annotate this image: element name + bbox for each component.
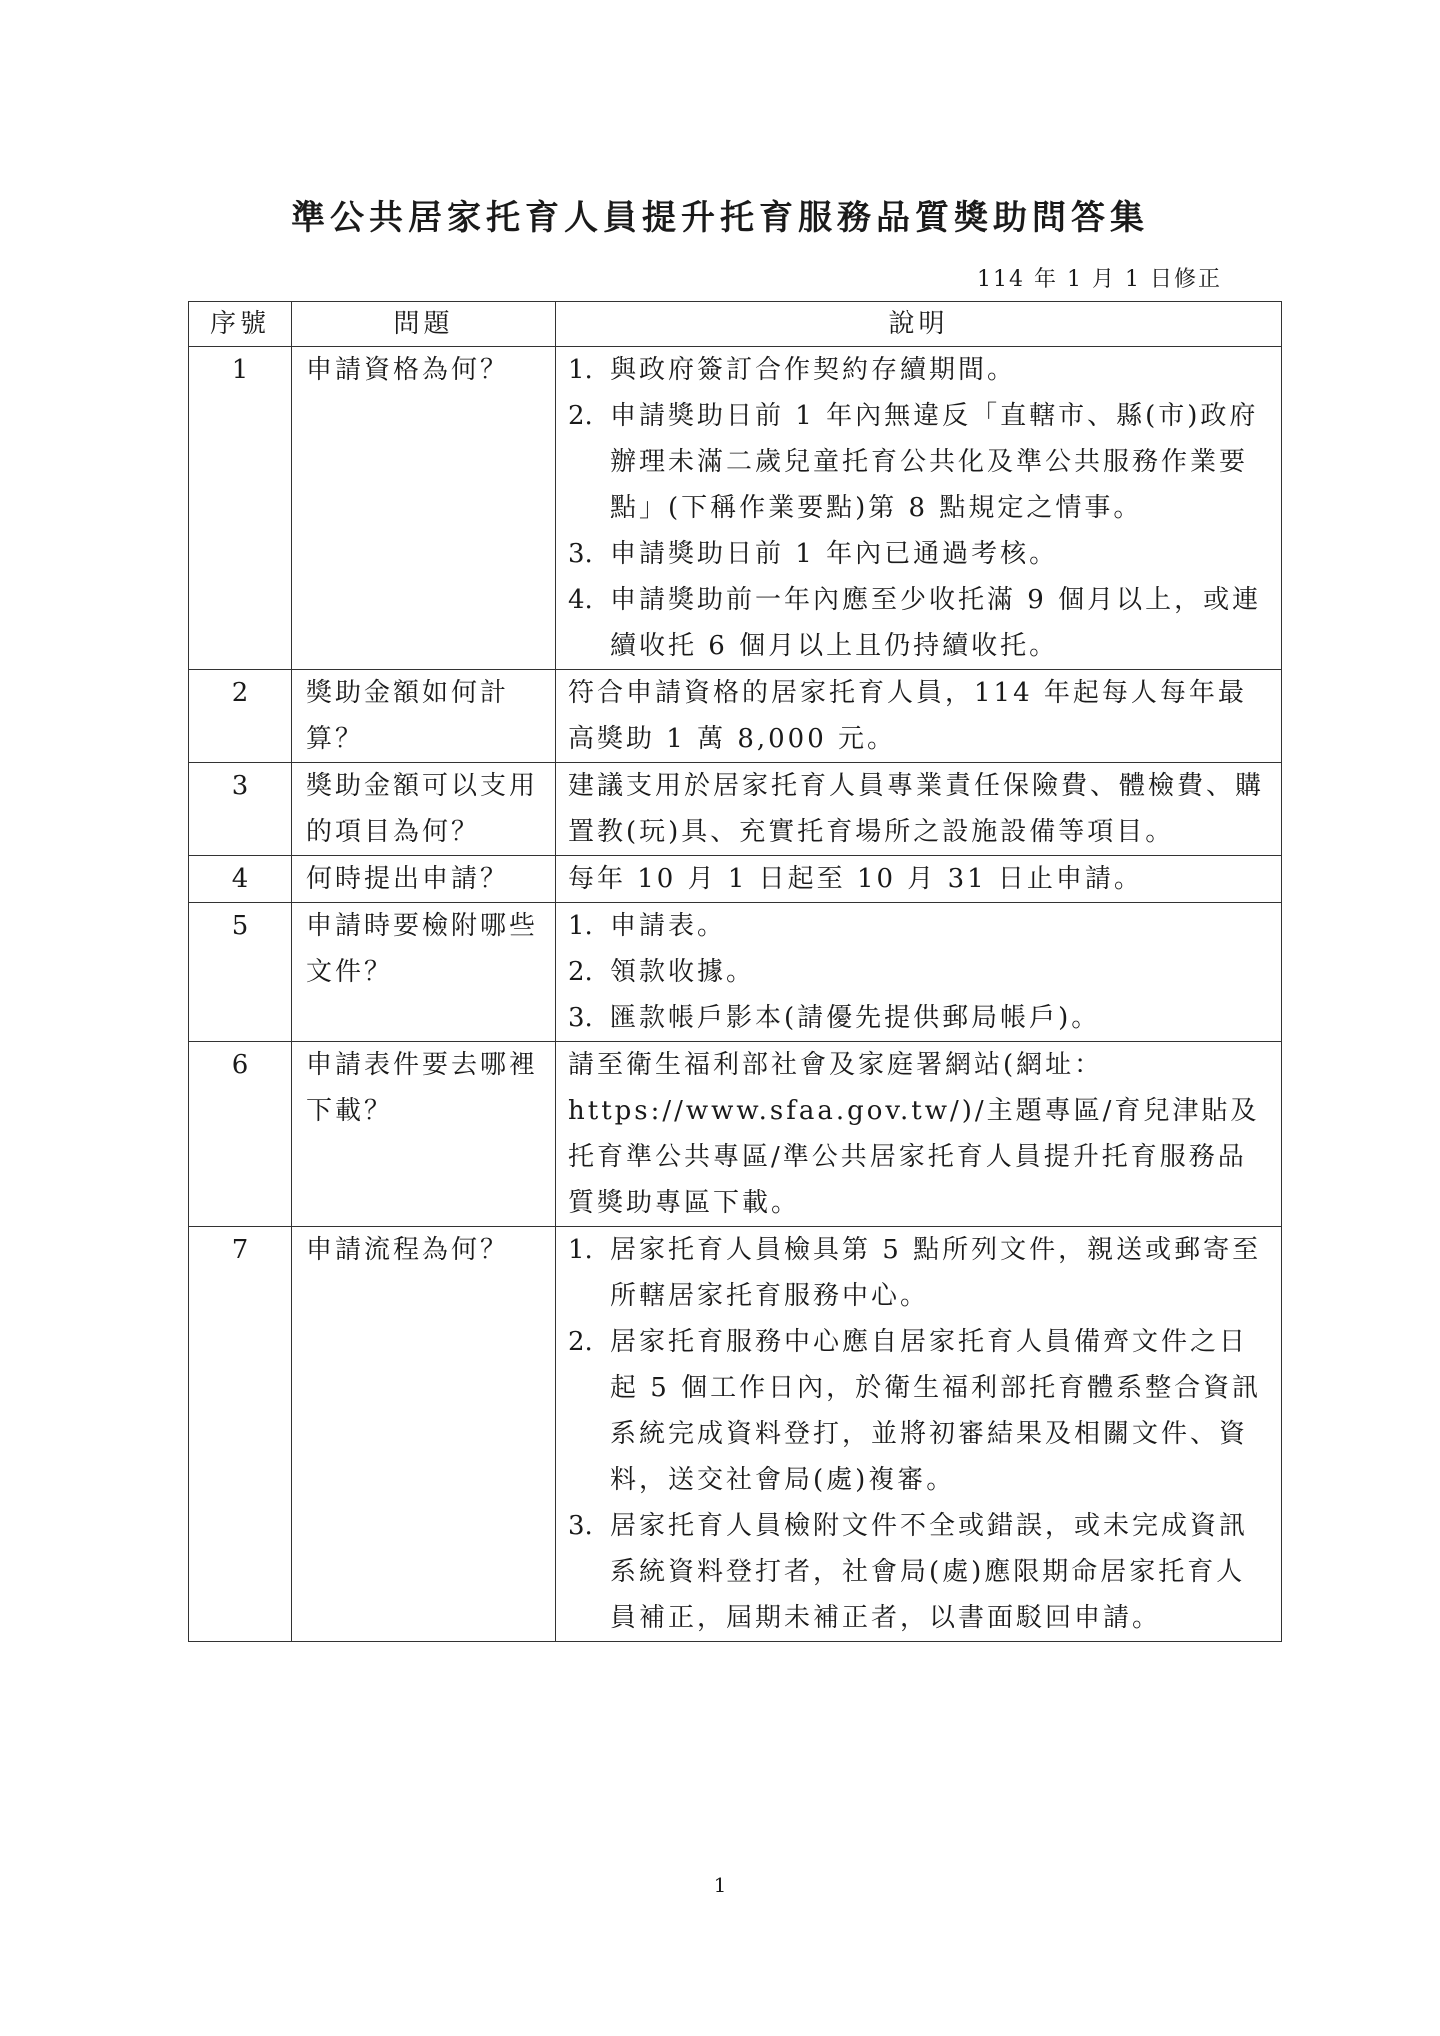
row-seq: 7 (189, 1227, 292, 1642)
list-item (568, 393, 1269, 531)
item-text: 匯款帳戶影本(請優先提供郵局帳戶)。 (610, 1003, 1101, 1033)
item-text: 居家托育人員檢具第 5 點所列文件，親送或郵寄至所轄居家托育服務中心。 (610, 1235, 1262, 1311)
row-seq: 1 (189, 347, 292, 670)
item-number: 1. (568, 911, 593, 941)
table-row (189, 903, 1282, 1042)
row-seq: 6 (189, 1042, 292, 1227)
table-row (189, 763, 1282, 856)
page-title: 準公共居家托育人員提升托育服務品質獎助問答集 (291, 198, 1149, 238)
item-number: 1. (568, 1235, 593, 1265)
row-answer (556, 670, 1282, 763)
item-text: 申請表。 (610, 911, 727, 941)
row-question: 申請時要檢附哪些文件？ (292, 903, 556, 1042)
list-item (568, 903, 1269, 949)
list-item (568, 347, 1269, 393)
row-answer (556, 347, 1282, 670)
item-number: 2. (568, 1327, 593, 1357)
answer-text: 符合申請資格的居家托育人員，114 年起每人每年最高獎助 1 萬 8,000 元。 (568, 678, 1247, 754)
answer-list (568, 1227, 1269, 1641)
table-row (189, 1042, 1282, 1227)
row-seq: 2 (189, 670, 292, 763)
item-number: 4. (568, 585, 593, 615)
revision-date: 114 年 1 月 1 日修正 (977, 267, 1222, 292)
answer-text: 每年 10 月 1 日起至 10 月 31 日止申請。 (568, 864, 1143, 894)
row-question: 何時提出申請？ (292, 856, 556, 903)
qa-table (188, 301, 1282, 1642)
item-text: 申請獎助日前 1 年內無違反「直轄市、縣(市)政府辦理未滿二歲兒童托育公共化及準公共服務作業要點」(下稱作業要點)第 8 點規定之情事。 (610, 401, 1259, 523)
page-number: 1 (713, 1873, 727, 1897)
row-answer (556, 856, 1282, 903)
row-question: 申請表件要去哪裡下載？ (292, 1042, 556, 1227)
header-question: 問題 (292, 302, 556, 347)
item-number: 1. (568, 355, 593, 385)
item-text: 與政府簽訂合作契約存續期間。 (610, 355, 1017, 385)
list-item (568, 531, 1269, 577)
row-question: 申請資格為何？ (292, 347, 556, 670)
list-item (568, 577, 1269, 669)
row-question: 申請流程為何？ (292, 1227, 556, 1642)
list-item (568, 1227, 1269, 1319)
table-row (189, 670, 1282, 763)
table-row (189, 1227, 1282, 1642)
item-number: 3. (568, 1511, 593, 1541)
row-seq: 5 (189, 903, 292, 1042)
item-number: 2. (568, 957, 593, 987)
row-answer (556, 1227, 1282, 1642)
header-seq: 序號 (189, 302, 292, 347)
item-text: 申請獎助日前 1 年內已通過考核。 (610, 539, 1059, 569)
item-text: 申請獎助前一年內應至少收托滿 9 個月以上，或連續收托 6 個月以上且仍持續收托。 (610, 585, 1262, 661)
row-question: 獎助金額如何計算？ (292, 670, 556, 763)
list-item (568, 1503, 1269, 1641)
item-number: 3. (568, 539, 593, 569)
item-text: 領款收據。 (610, 957, 756, 987)
row-answer (556, 903, 1282, 1042)
table-row (189, 856, 1282, 903)
list-item (568, 949, 1269, 995)
row-answer (556, 1042, 1282, 1227)
answer-text: 建議支用於居家托育人員專業責任保險費、體檢費、購置教(玩)具、充實托育場所之設施設備等項目。 (568, 771, 1265, 847)
item-number: 3. (568, 1003, 593, 1033)
row-seq: 4 (189, 856, 292, 903)
item-text: 居家托育人員檢附文件不全或錯誤，或未完成資訊系統資料登打者，社會局(處)應限期命居家托育人員補正，屆期未補正者，以書面駁回申請。 (610, 1511, 1249, 1633)
table-header-row (189, 302, 1282, 347)
item-text: 居家托育服務中心應自居家托育人員備齊文件之日起 5 個工作日內，於衛生福利部托育體系整合資訊系統完成資料登打，並將初審結果及相關文件、資料，送交社會局(處)複審。 (610, 1327, 1262, 1495)
answer-text: 請至衛生福利部社會及家庭署網站(網址：https://www.sfaa.gov.tw/)/主題專區/育兒津貼及托育準公共專區/準公共居家托育人員提升托育服務品質獎助專區下載。 (568, 1050, 1260, 1218)
row-seq: 3 (189, 763, 292, 856)
header-answer: 說明 (556, 302, 1282, 347)
list-item (568, 995, 1269, 1041)
list-item (568, 1319, 1269, 1503)
row-answer (556, 763, 1282, 856)
row-question: 獎助金額可以支用的項目為何？ (292, 763, 556, 856)
table-row (189, 347, 1282, 670)
answer-list (568, 903, 1269, 1041)
answer-list (568, 347, 1269, 669)
item-number: 2. (568, 401, 593, 431)
